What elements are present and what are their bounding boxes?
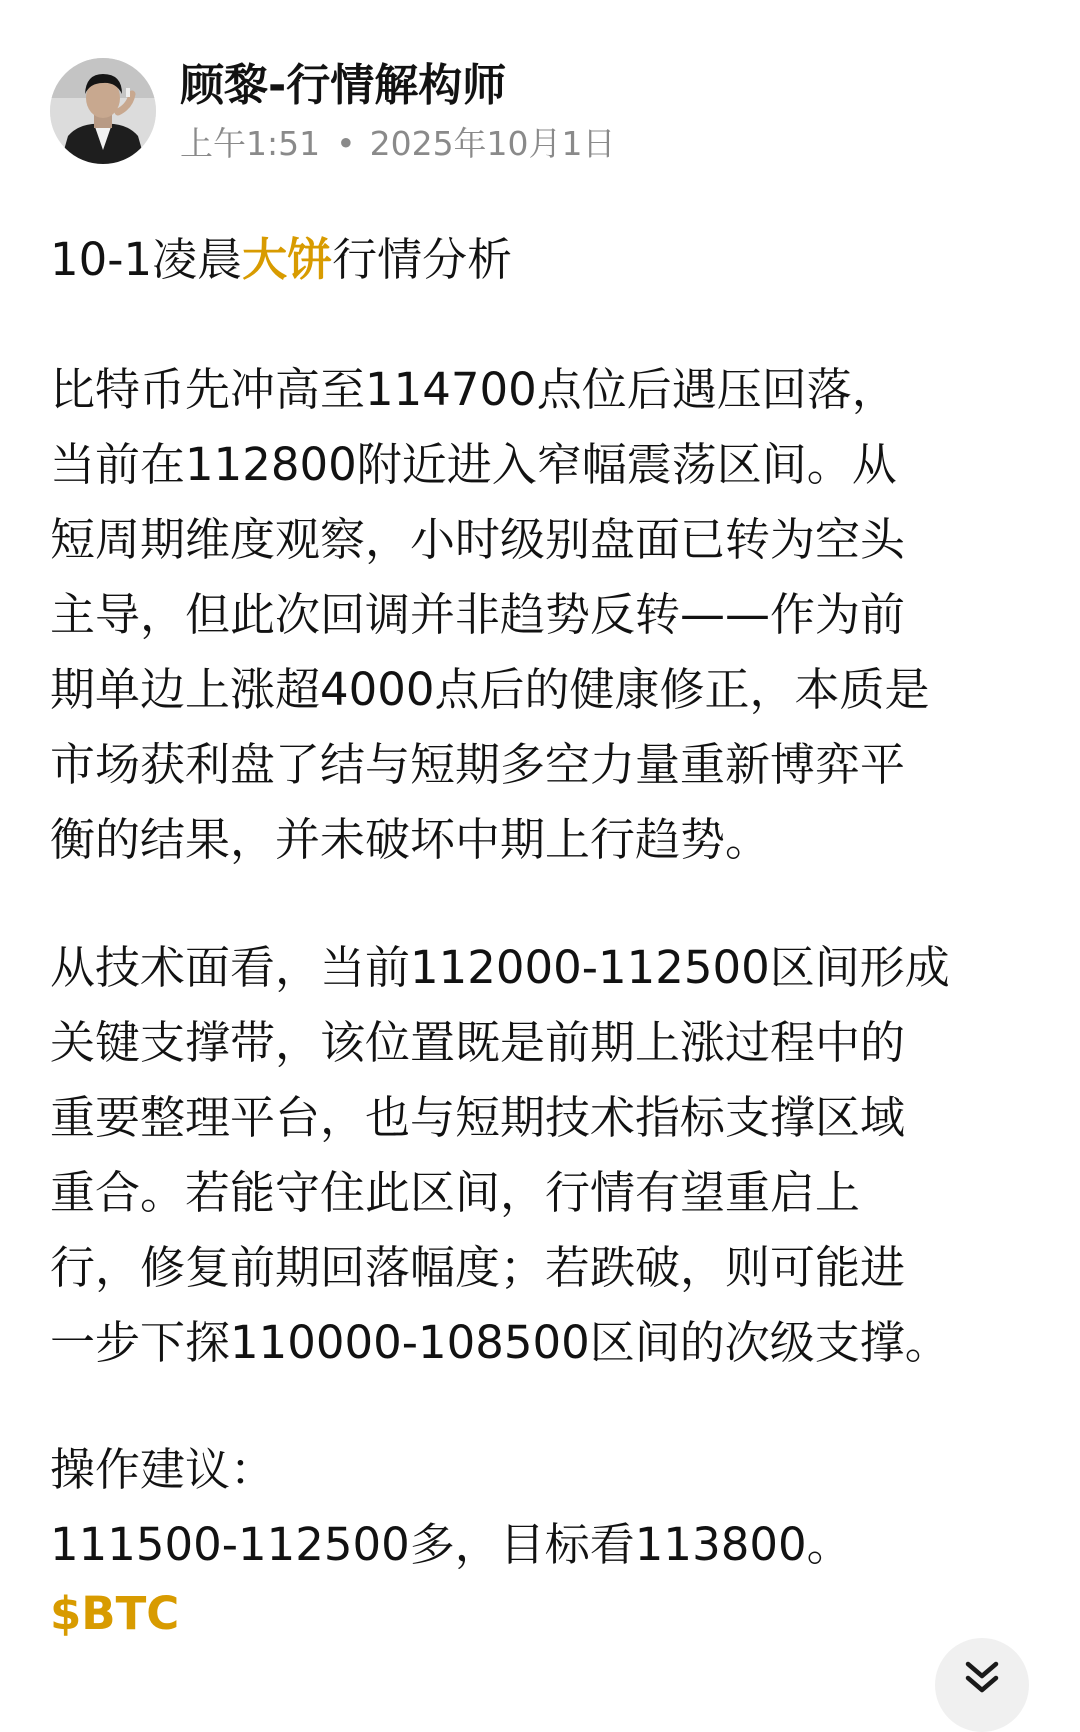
paragraph-line: 从技术面看，当前112000-112500区间形成 (50, 941, 950, 994)
post-time: 上午1:51 (180, 124, 321, 163)
advice-label: 操作建议： (50, 1443, 276, 1496)
paragraph-technical-analysis (50, 930, 1040, 1380)
title-suffix: 行情分析 (332, 233, 513, 286)
post-title (50, 228, 512, 292)
paragraph-line: 一步下探110000-108500区间的次级支撑。 (50, 1316, 950, 1369)
avatar[interactable] (50, 58, 156, 164)
title-highlight[interactable]: 大饼 (242, 233, 333, 286)
title-prefix: 10-1凌晨 (50, 233, 243, 286)
paragraph-line: 市场获利盘了结与短期多空力量重新博弈平 (50, 738, 906, 791)
paragraph-line: 当前在112800附近进入窄幅震荡区间。从 (50, 438, 897, 491)
paragraph-line: 重合。若能守住此区间，行情有望重启上 (50, 1166, 861, 1219)
paragraph-line: 短周期维度观察，小时级别盘面已转为空头 (50, 513, 906, 566)
paragraph-line: 主导，但此次回调并非趋势反转——作为前 (50, 588, 906, 641)
meta-separator: • (336, 124, 356, 163)
paragraph-line: 重要整理平台，也与短期技术指标支撑区域 (50, 1091, 906, 1144)
paragraph-market-overview (50, 352, 1040, 877)
advice-text: 111500-112500多，目标看113800。 (50, 1518, 852, 1571)
post-meta (180, 124, 616, 164)
post-date: 2025年10月1日 (369, 124, 616, 163)
avatar-portrait-icon (50, 58, 156, 164)
trade-advice (50, 1432, 1040, 1582)
btc-ticker-link[interactable]: $BTC (50, 1587, 180, 1640)
post-header (50, 58, 1030, 168)
author-name[interactable]: 顾黎-行情解构师 (180, 60, 507, 111)
paragraph-line: 行，修复前期回落幅度；若跌破，则可能进 (50, 1241, 906, 1294)
paragraph-line: 衡的结果，并未破坏中期上行趋势。 (50, 813, 771, 866)
collapse-button[interactable] (935, 1638, 1029, 1732)
paragraph-line: 比特币先冲高至114700点位后遇压回落， (50, 363, 897, 416)
double-chevron-down-icon (960, 1656, 1004, 1700)
paragraph-line: 关键支撑带，该位置既是前期上涨过程中的 (50, 1016, 906, 1069)
paragraph-line: 期单边上涨超4000点后的健康修正，本质是 (50, 663, 930, 716)
